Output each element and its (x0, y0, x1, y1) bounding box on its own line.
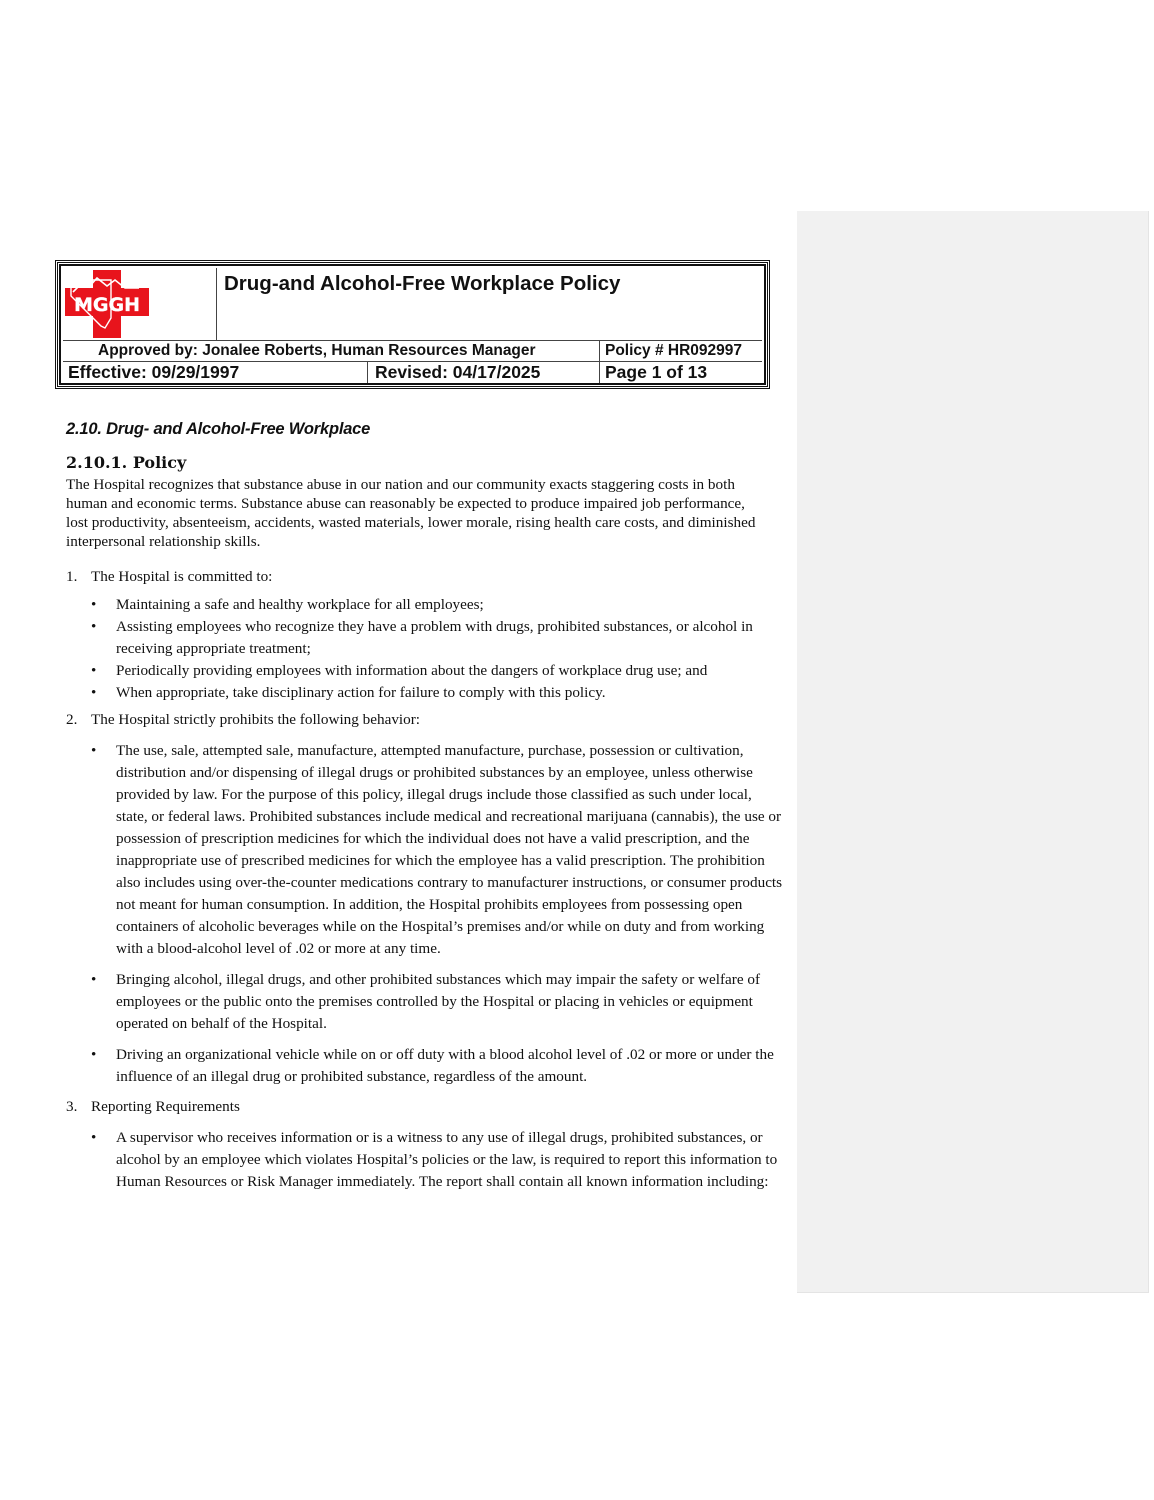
policy-number: Policy # HR092997 (599, 341, 762, 362)
policy-title: Drug-and Alcohol-Free Workplace Policy (224, 272, 621, 295)
bullet-icon: • (91, 742, 97, 759)
numbered-item-3 (66, 1097, 786, 1116)
document-body (66, 420, 786, 1199)
comment-markup-pane (797, 211, 1149, 1293)
subsection-title: 2.10.1. Policy (66, 453, 187, 472)
list-item: • Maintaining a safe and healthy workplace for all employees; (66, 594, 784, 616)
effective-date: Effective: 09/29/1997 (68, 362, 240, 382)
page-number: Page 1 of 13 (599, 362, 762, 383)
logo-cell (63, 268, 217, 340)
svg-text:MGGH: MGGH (74, 294, 140, 316)
item-number: 1. (66, 568, 78, 585)
intro-paragraph: The Hospital recognizes that substance abuse in our nation and our community exacts staggering costs in both human and economic terms. Substance abuse can reasonably be expected to produce impaired job performance, lost productivity, absenteeism, accidents, wasted materials, lower morale, rising health care costs, and diminished interpersonal relationship skills. (66, 476, 756, 550)
list-item: • Bringing alcohol, illegal drugs, and other prohibited substances which may impair the safety or welfare of employees or the public onto the premises controlled by the Hospital or placing in vehicles or equipment operated on behalf of the Hospital. (91, 971, 761, 1032)
section-title: 2.10. Drug- and Alcohol-Free Workplace (66, 420, 371, 438)
approved-by: Approved by: Jonalee Roberts, Human Resources Manager (98, 342, 536, 359)
title-cell (217, 268, 762, 340)
list-item: • When appropriate, take disciplinary action for failure to comply with this policy. (66, 682, 784, 704)
numbered-item-2 (66, 710, 786, 729)
item-text: The Hospital strictly prohibits the following behavior: (91, 711, 421, 728)
list-item: • Assisting employees who recognize they have a problem with drugs, prohibited substances, or alcohol in receiving appropriate treatment; (91, 618, 753, 657)
bullet-list-3 (66, 1127, 786, 1193)
bullet-icon: • (91, 971, 97, 988)
item-text: Reporting Requirements (91, 1098, 240, 1115)
bullet-icon: • (91, 684, 97, 701)
bullet-icon: • (91, 596, 97, 613)
bullet-icon: • (91, 1046, 97, 1063)
policy-header-box (55, 260, 770, 389)
item-number: 2. (66, 711, 78, 728)
approved-row (63, 340, 762, 362)
bullet-icon: • (91, 618, 97, 635)
list-item: • Driving an organizational vehicle while on or off duty with a blood alcohol level of .02 or more or under the influence of an illegal drug or prohibited substance, regardless of the amount. (91, 1046, 774, 1085)
bullet-list-1 (66, 594, 786, 704)
list-item: • The use, sale, attempted sale, manufacture, attempted manufacture, purchase, possession or cultivation, distribution and/or dispensing of illegal drugs or prohibited substances by an employee, unless otherwise provided by law. For the purpose of this policy, illegal drugs include those classified as such under local, state, or federal laws. Prohibited substances include medical and recreational marijuana (cannabis), the use or possession of prescription medicines for which the individual does not have a valid prescription, and the inappropriate use of prescribed medicines for which the employee has a valid prescription. The prohibition also includes using over-the-counter medications contrary to manufacturer instructions, or consumer products not meant for human consumption. In addition, the Hospital prohibits employees from possessing open containers of alcoholic beverages while on the Hospital’s premises and/or while on duty and from working with a blood-alcohol level of .02 or more at any time. (91, 742, 783, 957)
item-text: The Hospital is committed to: (91, 568, 273, 585)
item-number: 3. (66, 1098, 78, 1115)
list-item: • Periodically providing employees with information about the dangers of workplace drug use; and (66, 660, 784, 682)
list-item: • A supervisor who receives information or is a witness to any use of illegal drugs, prohibited substances, or alcohol by an employee which violates Hospital’s policies or the law, is required to report this information to Human Resources or Risk Manager immediately. The report shall contain all known information including: (91, 1129, 778, 1190)
effective-row (63, 361, 762, 383)
bullet-list-2 (66, 740, 786, 1088)
revised-date: Revised: 04/17/2025 (367, 362, 601, 383)
bullet-icon: • (91, 662, 97, 679)
mggh-logo-icon (65, 268, 155, 340)
bullet-icon: • (91, 1129, 97, 1146)
numbered-item-1 (66, 567, 786, 586)
